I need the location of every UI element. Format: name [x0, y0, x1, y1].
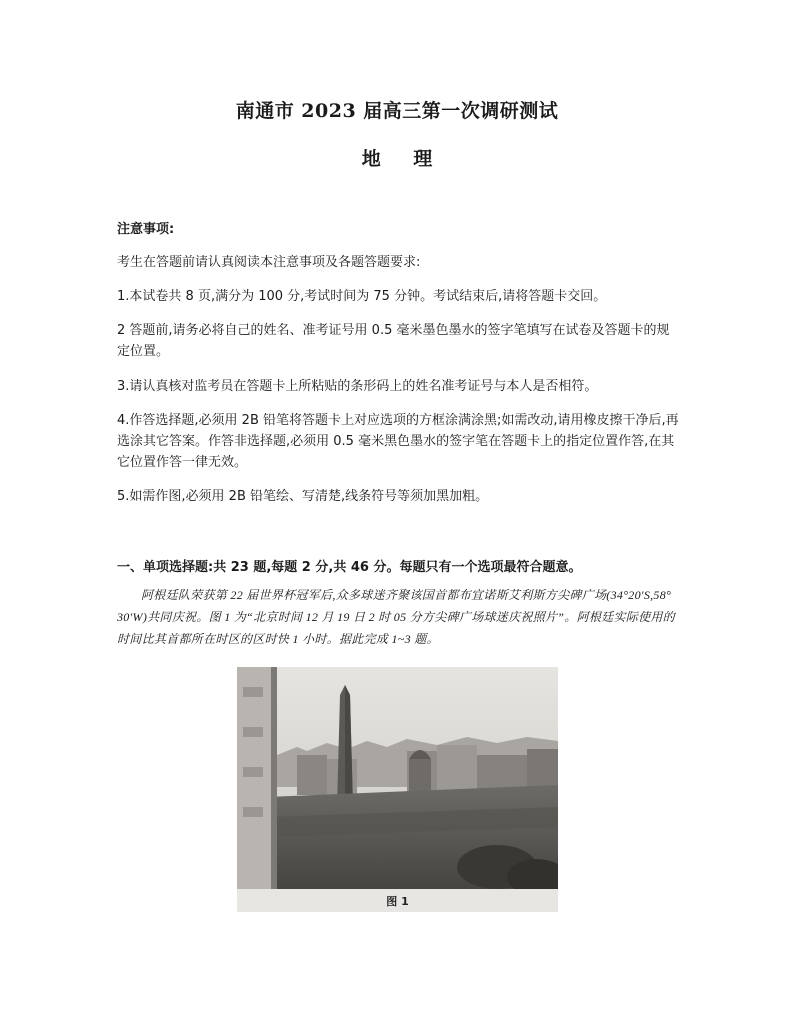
notice-item-3: 3.请认真核对监考员在答题卡上所粘贴的条形码上的姓名准考证号与本人是否相符。: [117, 379, 598, 394]
figure-photo: [237, 667, 558, 912]
notice-item-4: 4.作答选择题,必须用 2B 铅笔将答题卡上对应选项的方框涂满涂黑;如需改动,请用橡皮擦干净后,再选涂其它答案。作答非选择题,必须用 0.5 毫米黑色墨水的签字笔在答题卡上的指定位置作答,在其它位置作答一律无效。: [117, 413, 679, 470]
notice-item-2: 2 答题前,请务必将自己的姓名、准考证号用 0.5 毫米墨色墨水的签字笔填写在试卷及答题卡的规定位置。: [117, 323, 670, 359]
notice-intro: 考生在答题前请认真阅读本注意事项及各题答题要求:: [117, 255, 421, 270]
section-1-heading: 一、单项选择题:共 23 题,每题 2 分,共 46 分。每题只有一个选项最符合题意。: [117, 560, 582, 575]
notice-item-5: 5.如需作图,必须用 2B 铅笔绘、写清楚,线条符号等须加黑加粗。: [117, 489, 489, 504]
notice-item-1: 1.本试卷共 8 页,满分为 100 分,考试时间为 75 分钟。考试结束后,请将答题卡交回。: [117, 289, 607, 304]
exam-title: 南通市 2023 届高三第一次调研测试: [235, 100, 559, 122]
question-stem: 阿根廷队荣获第 22 届世界杯冠军后,众多球迷齐聚该国首都布宜诺斯艾利斯方尖碑广场(34°20′S,58° 30′W)共同庆祝。图 1 为“北京时间 12 月 19 日 2 时 05 分方尖碑广场球迷庆祝照片”。阿根廷实际使用的时间比其首都所在时区的区时快 1 小时。据此完成 1~3 题。: [117, 588, 675, 646]
subject-title: 地 理: [361, 148, 433, 170]
photo-obelisk-square-image: [237, 667, 558, 912]
notice-heading: 注意事项:: [117, 222, 175, 237]
figure-caption: 图 1: [386, 895, 409, 908]
